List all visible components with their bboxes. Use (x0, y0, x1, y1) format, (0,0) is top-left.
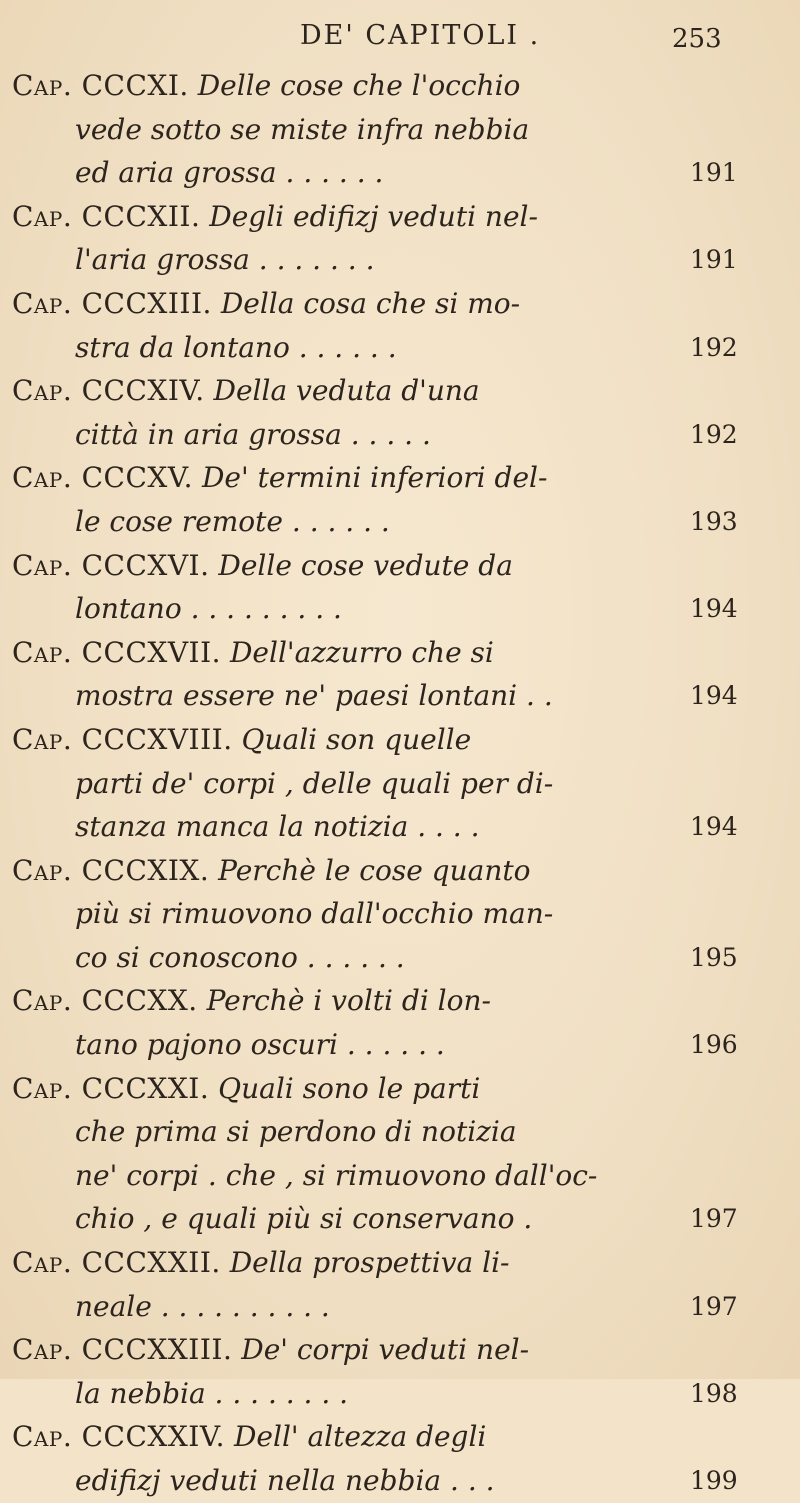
chapter-title: Cap. CCCXXI. Quali sono le parti (12, 1071, 481, 1105)
toc-entry (0, 544, 800, 631)
toc-line (0, 979, 800, 1023)
toc-line (0, 849, 800, 893)
chapter-title-continued: le cose remote . . . . . . (75, 504, 390, 538)
chapter-title: Cap. CCCXV. De' termini inferiori del- (12, 461, 548, 495)
toc-entry (0, 1328, 800, 1415)
toc-line (0, 892, 800, 936)
toc-entry (0, 369, 800, 456)
chapter-title-continued: l'aria grossa . . . . . . . (75, 243, 375, 277)
toc-line (0, 1372, 800, 1416)
toc-line (0, 631, 800, 675)
toc-page-number: 193 (690, 506, 738, 536)
toc-line (0, 1197, 800, 1241)
toc-line (0, 1459, 800, 1503)
chapter-title-continued: co si conoscono . . . . . . (75, 940, 405, 974)
toc-page-number: 192 (690, 419, 738, 449)
toc-entry (0, 631, 800, 718)
toc-page-number: 194 (690, 594, 738, 624)
chapter-title-continued: più si rimuovono dall'occhio man- (75, 897, 554, 931)
toc-entry (0, 64, 800, 195)
chapter-title-continued: stanza manca la notizia . . . . (75, 810, 480, 844)
chapter-title-continued: chio , e quali più si conservano . (75, 1202, 533, 1236)
toc-page-number: 194 (690, 812, 738, 842)
toc-line (0, 238, 800, 282)
chapter-title: Cap. CCCXI. Delle cose che l'occhio (12, 69, 521, 102)
toc-page-number: 194 (690, 681, 738, 711)
chapter-title-continued: edifizj veduti nella nebbia . . . (75, 1464, 495, 1497)
chapter-title-continued: parti de' corpi , delle quali per di- (75, 766, 554, 800)
toc-page-number: 198 (690, 1378, 738, 1408)
page-number: 253 (672, 24, 722, 54)
toc-line (0, 64, 800, 108)
toc-line (0, 282, 800, 326)
chapter-title: Cap. CCCXXII. Della prospettiva li- (12, 1246, 510, 1280)
toc-line (0, 1328, 800, 1372)
toc-entry (0, 1241, 800, 1328)
toc-line (0, 674, 800, 718)
toc-page-number: 197 (690, 1204, 738, 1234)
toc-line (0, 1067, 800, 1111)
toc-page-number: 191 (690, 245, 738, 275)
toc-line (0, 369, 800, 413)
chapter-title: Cap. CCCXIII. Della cosa che si mo- (12, 286, 521, 320)
toc-line (0, 1415, 800, 1459)
toc-line (0, 500, 800, 544)
toc-entry (0, 1067, 800, 1241)
toc-page-number: 191 (690, 158, 738, 188)
running-head: DE' CAPITOLI . (300, 20, 541, 51)
toc-line (0, 587, 800, 631)
toc-entry (0, 1415, 800, 1502)
chapter-title-continued: ne' corpi . che , si rimuovono dall'oc- (75, 1158, 598, 1192)
chapter-title-continued: lontano . . . . . . . . . (75, 592, 342, 626)
chapter-title-continued: ed aria grossa . . . . . . (75, 156, 384, 190)
chapter-title: Cap. CCCXXIII. De' corpi veduti nel- (12, 1333, 530, 1367)
chapter-title-continued: la nebbia . . . . . . . . (75, 1376, 349, 1410)
toc-line (0, 1285, 800, 1329)
toc-line (0, 1241, 800, 1285)
toc-page-number: 195 (690, 942, 738, 972)
toc-line (0, 326, 800, 370)
chapter-title: Cap. CCCXIV. Della veduta d'una (12, 374, 480, 408)
page-header (0, 20, 800, 60)
chapter-title: Cap. CCCXVIII. Quali son quelle (12, 722, 472, 756)
chapter-title: Cap. CCCXVII. Dell'azzurro che si (12, 635, 494, 669)
chapter-title: Cap. CCCXII. Degli edifizj veduti nel- (12, 199, 538, 233)
toc-line (0, 1154, 800, 1198)
toc-line (0, 1110, 800, 1154)
toc-page-number: 199 (690, 1466, 738, 1495)
toc-line (0, 544, 800, 588)
chapter-title-continued: vede sotto se miste infra nebbia (75, 112, 530, 146)
toc-entry (0, 979, 800, 1066)
toc-line (0, 195, 800, 239)
toc-page-number: 197 (690, 1291, 738, 1321)
chapter-title-continued: tano pajono oscuri . . . . . . (75, 1028, 445, 1062)
toc-line (0, 108, 800, 152)
chapter-title: Cap. CCCXXIV. Dell' altezza degli (12, 1420, 487, 1454)
toc-line (0, 1023, 800, 1067)
chapter-title: Cap. CCCXX. Perchè i volti di lon- (12, 984, 491, 1018)
toc-entry (0, 849, 800, 980)
toc-page-number: 196 (690, 1030, 738, 1060)
toc-entry (0, 456, 800, 543)
toc-line (0, 718, 800, 762)
chapter-title-continued: neale . . . . . . . . . . (75, 1289, 330, 1323)
toc-entry (0, 282, 800, 369)
toc-entry (0, 718, 800, 849)
toc-line (0, 151, 800, 195)
chapter-title-continued: città in aria grossa . . . . . (75, 417, 431, 451)
toc-line (0, 762, 800, 806)
chapter-title-continued: mostra essere ne' paesi lontani . . (75, 679, 553, 713)
chapter-title: Cap. CCCXIX. Perchè le cose quanto (12, 853, 531, 887)
toc-line (0, 936, 800, 980)
toc-line (0, 413, 800, 457)
toc-page-number: 192 (690, 332, 738, 362)
chapter-title-continued: che prima si perdono di notizia (75, 1115, 517, 1149)
table-of-contents (0, 64, 800, 1503)
toc-line (0, 805, 800, 849)
chapter-title: Cap. CCCXVI. Delle cose vedute da (12, 548, 513, 582)
toc-entry (0, 195, 800, 282)
chapter-title-continued: stra da lontano . . . . . . (75, 330, 397, 364)
toc-line (0, 456, 800, 500)
